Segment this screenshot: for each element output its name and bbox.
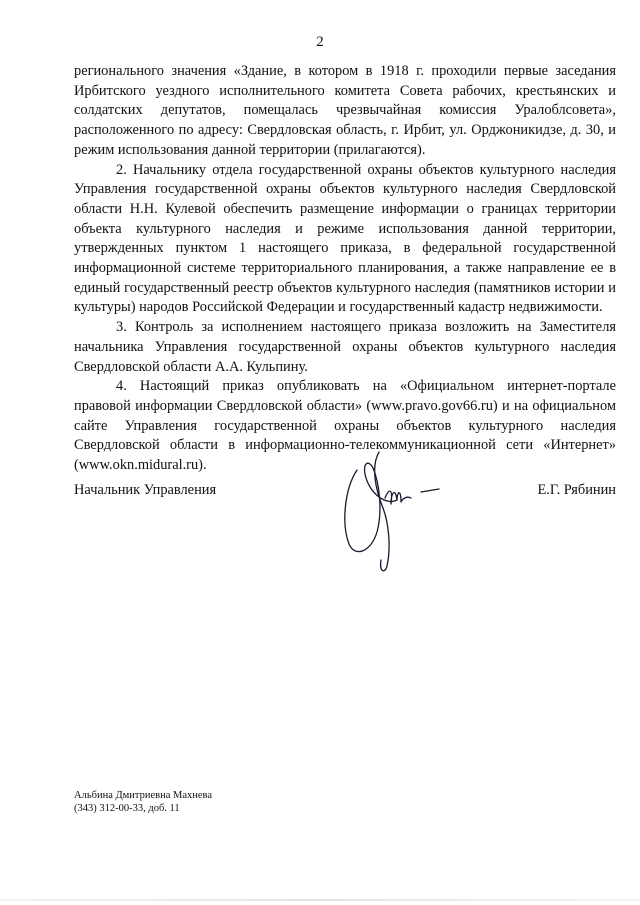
page-number: 2: [316, 34, 324, 50]
handwritten-signature-icon: [335, 448, 475, 578]
document-body: [74, 62, 616, 476]
paragraph-item-4: 4. Настоящий приказ опубликовать на «Официальном интернет-портале правовой информации Свердловской области» (www.pravo.gov66.ru) и на официальном сайте Управления государственной охраны объектов культурного наследия Свердловской области в информационно-телекоммуникационной сети «Интернет» (www.okn.midural.ru).: [74, 378, 616, 474]
executor-info: [74, 789, 212, 815]
paragraph-continuation: регионального значения «Здание, в котором в 1918 г. проходили первые заседания Ирбитского уездного исполнительного комитета Совета рабочих, крестьянских и солдатских депутатов, помещалась чрезвычайная комиссия Уралоблсовета», расположенного по адресу: Свердловская область, г. Ирбит, ул. Орджоникидзе, д. 30, и режим использования данной территории (прилагаются).: [74, 63, 616, 158]
executor-name: Альбина Дмитриевна Махнева: [74, 790, 213, 801]
executor-phone: (343) 312-00-33, доб. 11: [74, 803, 180, 814]
paragraph-item-3: 3. Контроль за исполнением настоящего приказа возложить на Заместителя начальника Управления государственной охраны объектов культурного наследия Свердловской области А.А. Кульпину.: [74, 319, 616, 375]
signatory-name: Е.Г. Рябинин: [537, 482, 616, 498]
signatory-title: Начальник Управления: [74, 482, 217, 498]
paragraph-item-2: 2. Начальнику отдела государственной охраны объектов культурного наследия Управления государственной охраны объектов культурного наследия Свердловской области Н.Н. Кулевой обеспечить размещение информации о границах территории объекта культурного наследия и режиме использования данной территории, утвержденных пунктом 1 настоящего приказа, в федеральной государственной информационной системе территориального планирования, а также направление ее в единый государственный реестр объектов культурного наследия (памятников истории и культуры) народов Российской Федерации и государственный кадастр недвижимости.: [74, 161, 616, 316]
scan-edge-divider: [0, 899, 640, 901]
